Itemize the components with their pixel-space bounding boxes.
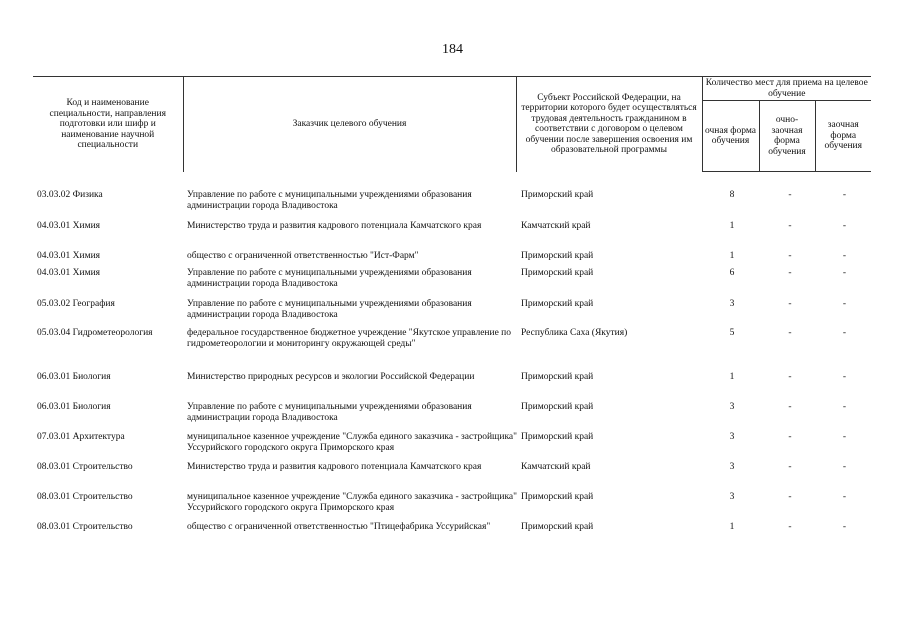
row-extramural: -	[842, 522, 847, 532]
row-extramural: -	[842, 251, 847, 261]
row-customer: Министерство труда и развития кадрового потенциала Камчатского края	[187, 462, 482, 472]
row-extramural: -	[842, 432, 847, 442]
row-code: 04.03.01 Химия	[37, 221, 101, 231]
row-fulltime: 3	[729, 462, 735, 472]
header-extramural: заочная форма обучения	[815, 101, 871, 172]
row-code: 08.03.01 Строительство	[37, 492, 133, 502]
row-customer: муниципальное казенное учреждение "Служба единого заказчика - застройщика" Уссурийского городского округа Приморского края	[187, 492, 518, 513]
row-parttime: -	[788, 328, 792, 338]
row-extramural: -	[842, 268, 847, 278]
row-fulltime: 1	[729, 221, 735, 231]
row-code: 07.03.01 Архитектура	[37, 432, 125, 442]
row-customer: Управление по работе с муниципальными учреждениями образования администрации города Владивостока	[187, 402, 472, 423]
row-code: 08.03.01 Строительство	[37, 462, 133, 472]
row-subject: Приморский край	[521, 492, 594, 502]
row-extramural: -	[842, 190, 847, 200]
row-extramural: -	[842, 372, 847, 382]
row-code: 05.03.02 География	[37, 299, 115, 309]
row-parttime: -	[788, 268, 792, 278]
row-customer: Управление по работе с муниципальными учреждениями образования администрации города Владивостока	[187, 299, 472, 320]
row-subject: Приморский край	[521, 251, 594, 261]
row-parttime: -	[788, 372, 792, 382]
row-subject: Камчатский край	[521, 462, 591, 472]
row-fulltime: 1	[729, 372, 735, 382]
row-extramural: -	[842, 299, 847, 309]
row-customer: Управление по работе с муниципальными учреждениями образования администрации города Владивостока	[187, 190, 472, 211]
header-code: Код и наименование специальности, направления подготовки или шифр и наименование научной специальности	[33, 77, 183, 172]
row-extramural: -	[842, 462, 847, 472]
row-subject: Республика Саха (Якутия)	[521, 328, 628, 338]
header-fulltime: очная форма обучения	[702, 101, 759, 172]
row-customer: Управление по работе с муниципальными учреждениями образования администрации города Владивостока	[187, 268, 472, 289]
row-code: 06.03.01 Биология	[37, 402, 111, 412]
row-fulltime: 8	[729, 190, 735, 200]
row-parttime: -	[788, 190, 792, 200]
row-parttime: -	[788, 402, 792, 412]
row-code: 08.03.01 Строительство	[37, 522, 133, 532]
row-subject: Камчатский край	[521, 221, 591, 231]
row-fulltime: 1	[729, 251, 735, 261]
row-fulltime: 3	[729, 432, 735, 442]
row-fulltime: 3	[729, 492, 735, 502]
row-subject: Приморский край	[521, 190, 594, 200]
header-subject: Субъект Российской Федерации, на территории которого будет осуществляться трудовая деятельность гражданином в соответствии с договором о целевом обучении после завершения освоения им образовательной программы	[516, 77, 702, 172]
row-extramural: -	[842, 492, 847, 502]
row-code: 04.03.01 Химия	[37, 268, 101, 278]
row-subject: Приморский край	[521, 522, 594, 532]
page-number: 184	[442, 42, 463, 57]
header-parttime: очно-заочная форма обучения	[759, 101, 815, 172]
row-fulltime: 3	[729, 402, 735, 412]
row-parttime: -	[788, 462, 792, 472]
row-parttime: -	[788, 492, 792, 502]
row-subject: Приморский край	[521, 372, 594, 382]
row-extramural: -	[842, 328, 847, 338]
row-code: 04.03.01 Химия	[37, 251, 101, 261]
row-subject: Приморский край	[521, 402, 594, 412]
header-places: Количество мест для приема на целевое обучение	[702, 77, 871, 101]
row-parttime: -	[788, 221, 792, 231]
row-fulltime: 6	[729, 268, 735, 278]
row-parttime: -	[788, 522, 792, 532]
row-parttime: -	[788, 251, 792, 261]
table-header	[33, 76, 871, 172]
row-extramural: -	[842, 402, 847, 412]
row-customer: Министерство труда и развития кадрового потенциала Камчатского края	[187, 221, 482, 231]
row-code: 06.03.01 Биология	[37, 372, 111, 382]
row-subject: Приморский край	[521, 268, 594, 278]
row-parttime: -	[788, 432, 792, 442]
row-customer: общество с ограниченной ответственностью "Птицефабрика Уссурийская"	[187, 522, 491, 532]
row-code: 05.03.04 Гидрометеорология	[37, 328, 153, 338]
row-customer: общество с ограниченной ответственностью "Ист-Фарм"	[187, 251, 419, 261]
row-fulltime: 5	[729, 328, 735, 338]
row-code: 03.03.02 Физика	[37, 190, 103, 200]
header-customer: Заказчик целевого обучения	[183, 77, 516, 172]
row-customer: муниципальное казенное учреждение "Служба единого заказчика - застройщика" Уссурийского городского округа Приморского края	[187, 432, 518, 453]
row-fulltime: 1	[729, 522, 735, 532]
row-extramural: -	[842, 221, 847, 231]
row-subject: Приморский край	[521, 432, 594, 442]
row-customer: Министерство природных ресурсов и экологии Российской Федерации	[187, 372, 475, 382]
row-customer: федеральное государственное бюджетное учреждение "Якутское управление по гидрометеорологии и мониторингу окружающей среды"	[187, 328, 512, 349]
row-subject: Приморский край	[521, 299, 594, 309]
row-parttime: -	[788, 299, 792, 309]
row-fulltime: 3	[729, 299, 735, 309]
